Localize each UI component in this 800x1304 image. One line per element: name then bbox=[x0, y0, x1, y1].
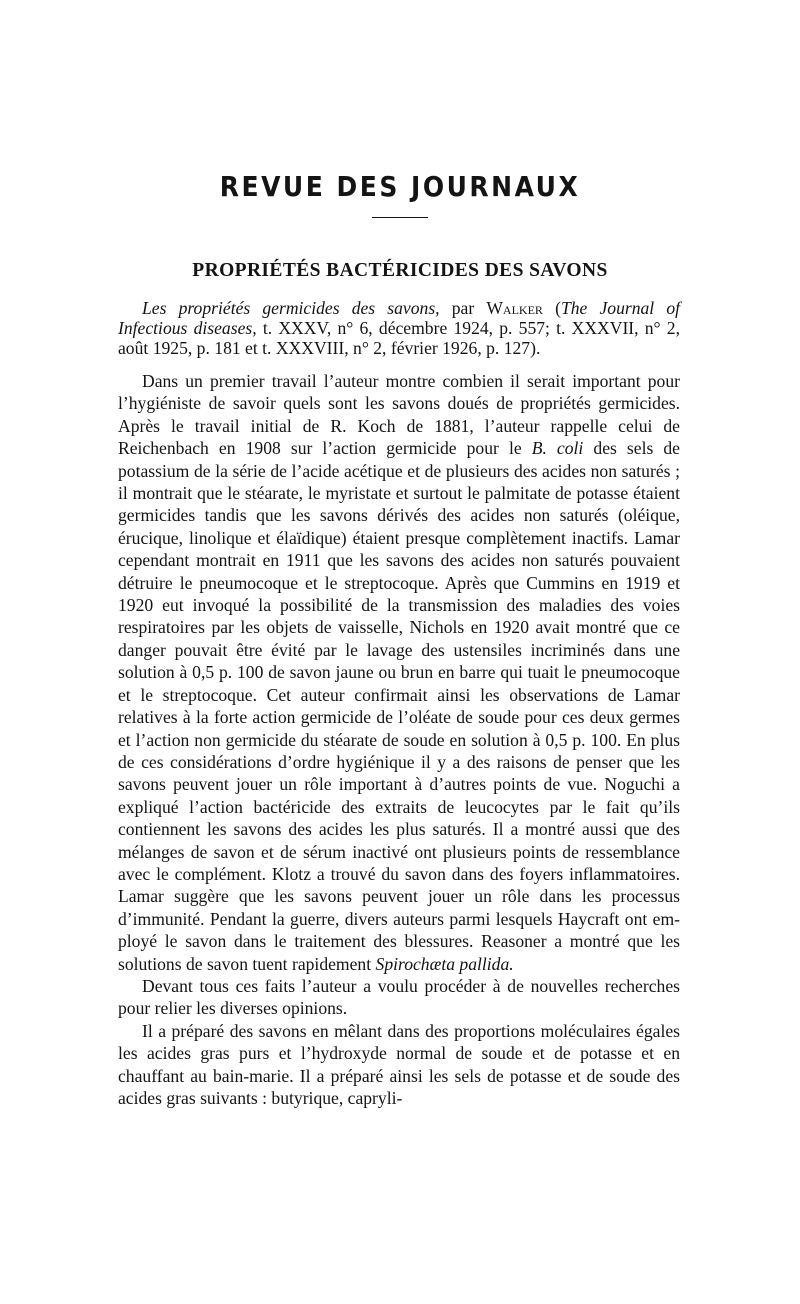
citation-journal: The Journal of Infectious diseases, bbox=[118, 298, 681, 338]
article-body bbox=[118, 370, 680, 1109]
article-title: PROPRIÉTÉS BACTÉRICIDES DES SAVONS bbox=[192, 260, 608, 281]
body-paragraph-1-part-c: des sels de potassium de la série de l’acide acétique et de plusieurs des acides non saturés ; il montrait que le stéarate, le myristate et surtout le palmitate de potasse étaient germicides tandis que les savons dérivés des acides non saturés (oléique, érucique, linolique et élaïdique) étaient presque complètement inactifs. Lamar cependant montrait en 1911 que les savons des acides non saturés pouvaient détruire le pneumocoque et le streptocoque. Après que Cummins en 1919 et 1920 eut invoqué la possibilité de la transmission des maladies des voies respiratoires par les objets de vaisselle, Nichols en 1920 avait montré que ce danger pouvait être évité par le lavage des ustensiles incriminés dans une solution à 0,5 p. 100 de savon jaune ou brun en barre qui tuait le pneumocoque et le streptocoque. Cet auteur confirmait ainsi les observations de Lamar relatives à la forte action germicide de l’oléate de soude pour ces deux germes et l’action non germicide du stéarate de soude en solution à 0,5 p. 100. En plus de ces considérations d’ordre hygiénique il y a des raisons de penser que les savons peuvent jouer un rôle important à d’autres points de vue. Noguchi a expliqué l’action bactéricide des extraits de leucocytes par le fait qu’ils contiennent les savons des acides les plus saturés. Il a montré aussi que des mélanges de savon et de sérum inactivé ont plusieurs points de ressemblance avec le complément. Klotz a trouvé du savon dans des foyers inflammatoires. Lamar suggère que les savons peuvent jouer un rôle dans les processus d’immunité. Pendant la guerre, divers auteurs parmi lesquels Haycraft ont employé le savon dans le traitement des blessures. Reasoner a montré que les solutions de savon tuent rapidement bbox=[118, 438, 680, 974]
article-citation bbox=[118, 298, 680, 358]
body-paragraph-1-part-a: Dans un premier travail l’auteur montre combien il serait important pour l’hygiéniste de savoir quels sont les savons doués de propriétés germicides. Après le travail initial de R. Koch de 1881, l’auteur rappelle celui de Reichenbach en 1908 sur l’action germicide pour le bbox=[118, 371, 680, 459]
citation-author: Walker bbox=[486, 298, 543, 318]
body-italic-b-coli: B. coli bbox=[531, 438, 584, 459]
header-rule bbox=[372, 217, 428, 218]
body-paragraph-3: Il a préparé des savons en mêlant dans des proportions moléculaires égales les acides gras purs et l’hydroxyde normal de soude et de potasse et en chauffant au bain-marie. Il a préparé ainsi les sels de potasse et de soude des acides gras suivants : butyrique, capryli- bbox=[118, 1020, 680, 1108]
citation-details: t. XXXV, n° 6, décembre 1924, p. 557; t. XXXVII, n° 2, août 1925, p. 181 et t. XXXVIII, n° 2, février 1926, p. 127). bbox=[118, 318, 680, 358]
body-paragraph-2: Devant tous ces faits l’auteur a voulu procéder à de nouvelles recherches pour relier les diverses opinions. bbox=[118, 975, 680, 1019]
citation-by: par bbox=[451, 298, 475, 318]
page-header: REVUE DES JOURNAUX bbox=[219, 170, 581, 203]
body-italic-spirochaeta: Spirochæta pallida. bbox=[375, 953, 514, 974]
citation-title: Les propriétés germicides des savons, bbox=[142, 298, 440, 318]
body-paragraph-1 bbox=[118, 370, 680, 975]
citation-journal-open: ( bbox=[555, 298, 561, 318]
